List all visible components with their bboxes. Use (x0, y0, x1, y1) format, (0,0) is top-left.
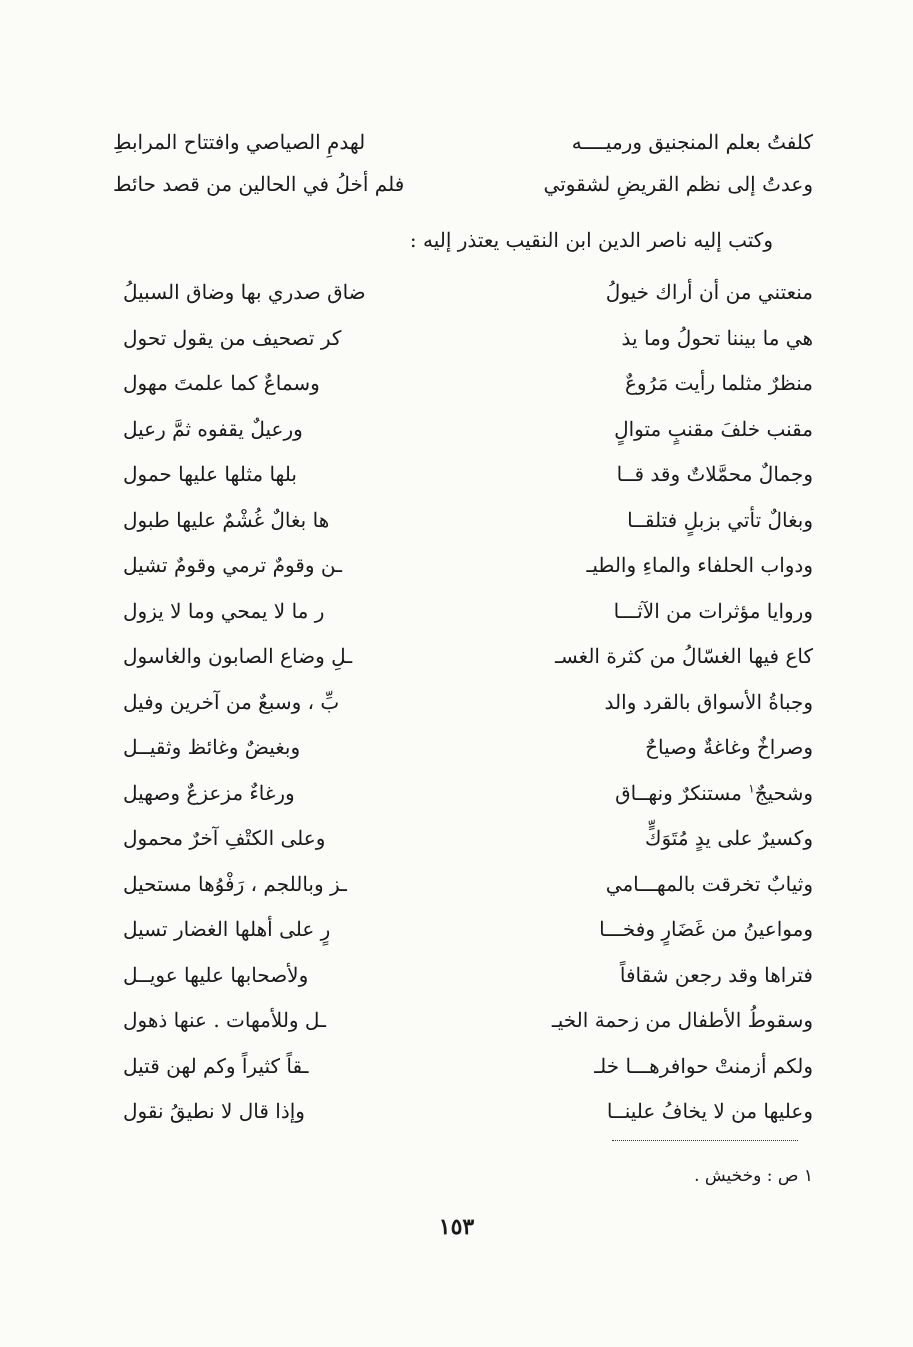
verse-line (123, 872, 813, 896)
hemistich-first: وجمالٌ محمَّلاتٌ وقد قــا (616, 462, 813, 486)
intro-verse-2 (113, 172, 813, 196)
verse-line (123, 462, 813, 486)
hemistich-first: منعتني من أن أراك خيولُ (605, 280, 813, 304)
hemistich-second: فلم أخلُ في الحالين من قصد حائط (113, 172, 405, 196)
hemistich-first: وسقوطُ الأطفال من زحمة الخيـ (551, 1008, 813, 1032)
hemistich-first: وبغالٌ تأتي بزبلٍ فتلقــا (627, 507, 813, 532)
verse-line (123, 508, 813, 532)
hemistich-first: وجباةُ الأسواق بالقرد والد (604, 689, 813, 714)
verse-line (123, 417, 813, 441)
hemistich-second: ـز وباللجم ، رَفْوُها مستحيل (123, 871, 347, 896)
verse-line (123, 781, 813, 805)
hemistich-second: ـلِ وضاع الصابون والغاسول (123, 644, 353, 668)
verse-line (123, 1054, 813, 1078)
hemistich-second: بِّ ، وسبعٌ من آخرين وفيل (123, 689, 340, 714)
hemistich-first: منظرٌ مثلما رأيت مَرُوعٌ (624, 371, 813, 395)
hemistich-second: ـل وللأمهات . عنها ذهول (123, 1008, 326, 1032)
footnote-reference: ١ (748, 780, 755, 795)
hemistich-first: ولكم أزمنتْ حوافرهـــا خلـ (594, 1053, 813, 1078)
hemistich-second: وبغيضٌ وغائظ وثقيــل (123, 735, 301, 759)
verse-line (123, 553, 813, 577)
verse-line (123, 1008, 813, 1032)
hemistich-first: وعليها من لا يخافُ علينــا (606, 1099, 813, 1123)
page-number: ١٥٣ (438, 1214, 475, 1240)
hemistich-first: وشحيجٌ$^١$ مستنكرٌ ونهــاق (615, 780, 813, 805)
hemistich-first: هي ما بيننا تحولُ وما يذ (621, 325, 813, 350)
footnote-rule (612, 1140, 798, 1141)
hemistich-first: وثيابٌ تخرقت بالمهـــامي (605, 871, 813, 896)
prose-line: وكتب إليه ناصر الدين ابن النقيب يعتذر إليه : (409, 228, 773, 252)
hemistich-first: وعدتُ إلى نظم القريضِ لشقوتي (543, 172, 813, 196)
hemistich-second: ورغاءٌ مزعزعٌ وصهيل (123, 780, 295, 805)
verse-line (123, 280, 813, 304)
verse-line (123, 826, 813, 850)
hemistich-second: وإذا قال لا نطيقُ نقول (123, 1099, 305, 1123)
hemistich-second: وسماعٌ كما علمتَ مهول (123, 371, 320, 395)
verse-line (123, 917, 813, 941)
hemistich-second: ها بغالٌ غُشْمٌ عليها طبول (123, 507, 330, 532)
hemistich-second: بلها مثلها عليها حمول (123, 462, 297, 486)
hemistich-second: ـقاً كثيراً وكم لهن قتيل (123, 1053, 309, 1078)
hemistich-first: ودواب الحلفاء والماءِ والطيـ (586, 553, 813, 577)
verse-line (123, 735, 813, 759)
hemistich-first: كلفتُ بعلم المنجنيق ورميــــه (571, 130, 813, 154)
hemistich-first: مقنب خلفَ مقنبٍ متوالٍ (614, 416, 813, 441)
verse-line (123, 1099, 813, 1123)
verse-line (123, 599, 813, 623)
verse-line (123, 963, 813, 987)
hemistich-second: رٍ على أهلها الغضار تسيل (123, 917, 331, 941)
hemistich-first: ومواعينُ من غَضَارٍ وفخـــا (599, 917, 813, 941)
hemistich-first: وكسيرٌ على يدٍ مُتَوَكٍّ (644, 826, 813, 850)
verse-line (123, 690, 813, 714)
verse-line (123, 371, 813, 395)
hemistich-second: ولأصحابها عليها عويــل (123, 962, 309, 987)
hemistich-second: وعلى الكتْفِ آخرٌ محمول (123, 826, 326, 850)
hemistich-second: ضاق صدري بها وضاق السبيلُ (123, 280, 366, 304)
hemistich-second: كر تصحيف من يقول تحول (123, 325, 342, 350)
verse-line (123, 326, 813, 350)
hemistich-second: ر ما لا يمحي وما لا يزول (123, 598, 325, 623)
intro-verse-1 (113, 130, 813, 154)
hemistich-first: وروايا مؤثرات من الآثـــا (613, 598, 813, 623)
hemistich-second: ـن وقومٌ ترمي وقومٌ تشيل (123, 553, 342, 577)
hemistich-second: ورعيلٌ يقفوه ثمَّ رعيل (123, 416, 303, 441)
hemistich-second: لهدمِ الصياصي وافتتاح المرابطِ (113, 130, 366, 154)
hemistich-first: كاع فيها الغسّالُ من كثرة الغسـ (554, 644, 813, 668)
verse-line (123, 644, 813, 668)
hemistich-first: وصراخٌ وغاغةٌ وصياحٌ (645, 735, 813, 759)
hemistich-first: فتراها وقد رجعن شقافاً (619, 962, 813, 987)
footnote: ١ ص : وخخيش . (694, 1166, 813, 1186)
